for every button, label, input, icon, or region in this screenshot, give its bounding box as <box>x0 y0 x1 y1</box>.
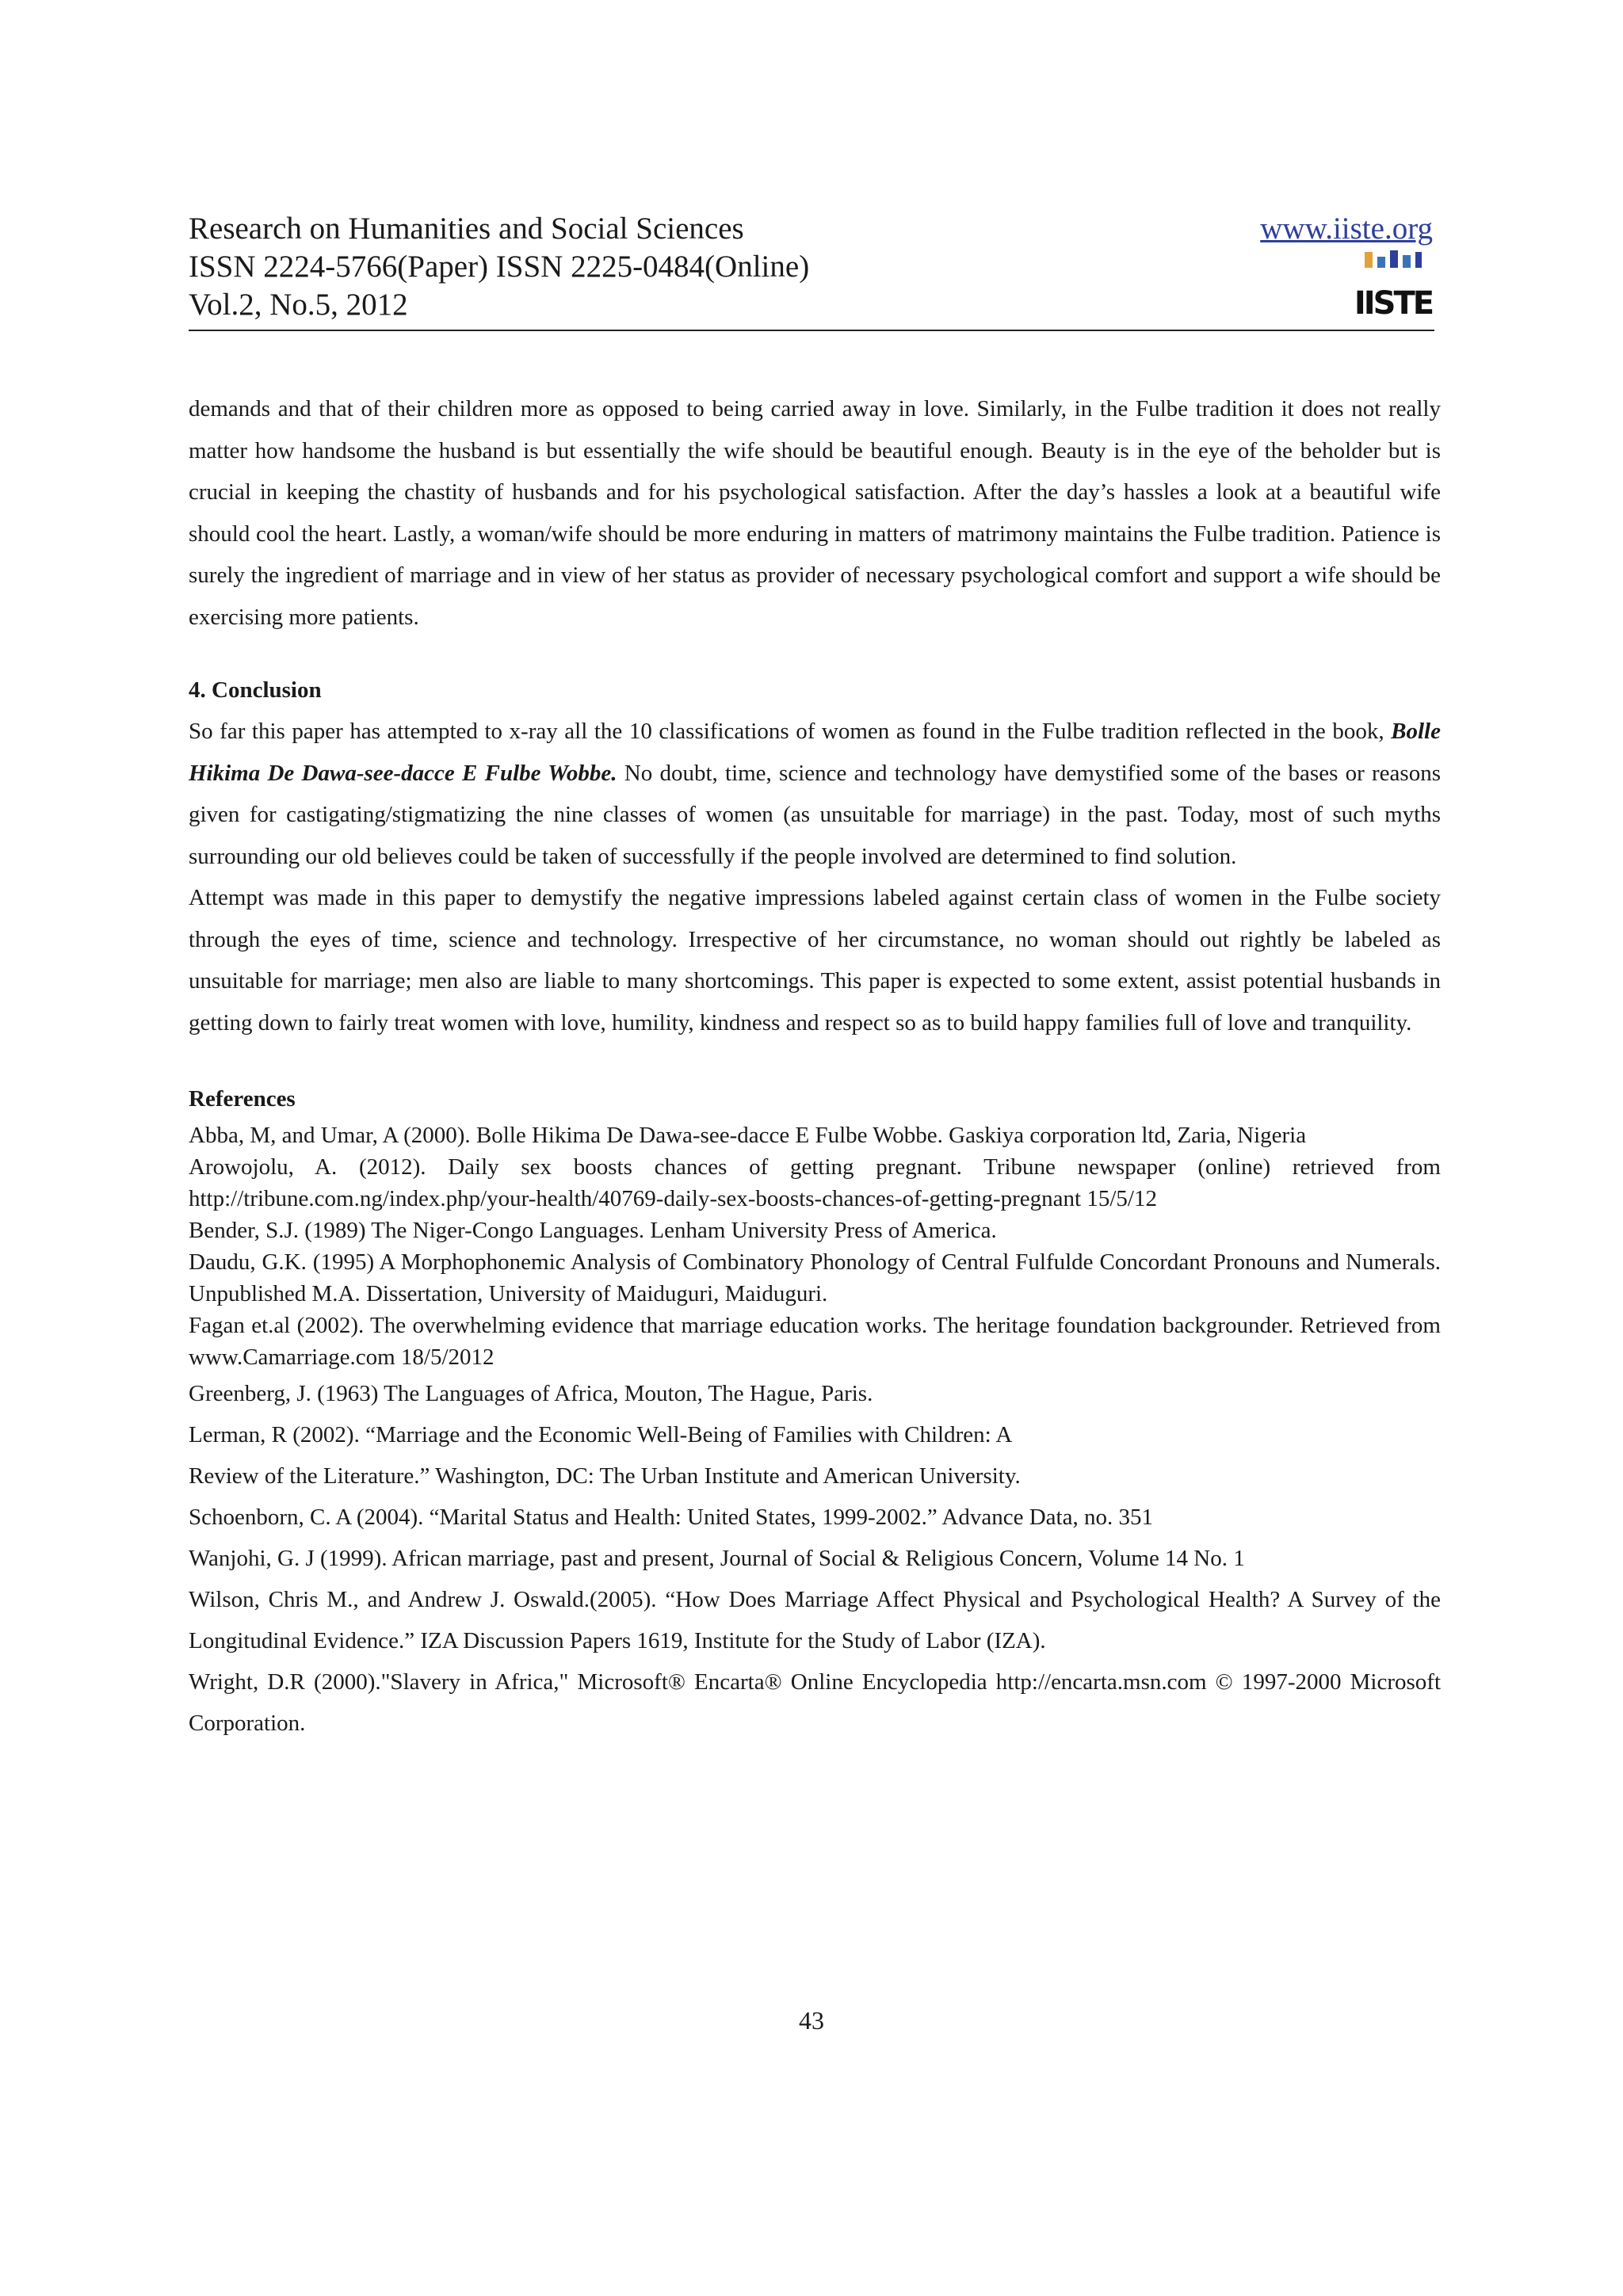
page-number: 43 <box>799 2006 824 2035</box>
reference-item: Wright, D.R (2000)."Slavery in Africa," Microsoft® Encarta® Online Encyclopedia http://encarta.msn.com © 1997-2000 Microsoft Corporation. <box>189 1669 1441 1736</box>
issn-line: ISSN 2224-5766(Paper) ISSN 2225-0484(Online) <box>189 250 810 284</box>
journal-title: Research on Humanities and Social Sciences <box>189 212 744 246</box>
reference-item: Daudu, G.K. (1995) A Morphophonemic Analysis of Combinatory Phonology of Central Fulfulde Concordant Pronouns and Numerals. Unpublished M.A. Dissertation, University of Maiduguri, Maiduguri. <box>189 1249 1441 1306</box>
references-list <box>189 1119 1441 1744</box>
journal-header <box>189 208 1434 331</box>
article-body <box>189 388 1441 1744</box>
reference-item: Abba, M, and Umar, A (2000). Bolle Hikima De Dawa-see-dacce E Fulbe Wobbe. Gaskiya corporation ltd, Zaria, Nigeria <box>189 1123 1307 1148</box>
reference-item: Lerman, R (2002). “Marriage and the Economic Well-Being of Families with Children: A <box>189 1422 1013 1447</box>
reference-item: Wanjohi, G. J (1999). African marriage, past and present, Journal of Social & Religious Concern, Volume 14 No. 1 <box>189 1546 1245 1571</box>
reference-item: Wilson, Chris M., and Andrew J. Oswald.(2005). “How Does Marriage Affect Physical and Psychological Health? A Survey of the Longitudinal Evidence.” IZA Discussion Papers 1619, Institute for the Study of Labor (IZA). <box>189 1587 1441 1653</box>
reference-item: Schoenborn, C. A (2004). “Marital Status and Health: United States, 1999-2002.” Advance Data, no. 351 <box>189 1505 1153 1530</box>
svg-text:IISTE: IISTE <box>1354 285 1433 322</box>
conclusion-p1-text-a: So far this paper has attempted to x-ray all the 10 classifications of women as found in the Fulbe tradition reflected in the book, <box>189 719 1392 744</box>
reference-item: Review of the Literature.” Washington, DC: The Urban Institute and American University. <box>189 1463 1021 1489</box>
intro-paragraph: demands and that of their children more as opposed to being carried away in love. Similarly, in the Fulbe tradition it does not really matter how handsome the husband is but essentially the wife should be beautiful enough. Beauty is in the eye of the beholder but is crucial in keeping the chastity of husbands and for his psychological satisfaction. After the day’s hassles a look at a beautiful wife should cool the heart. Lastly, a woman/wife should be more enduring in matters of matrimony maintains the Fulbe tradition. Patience is surely the ingredient of marriage and in view of her status as provider of necessary psychological comfort and support a wife should be exercising more patients. <box>189 396 1441 630</box>
reference-item: Fagan et.al (2002). The overwhelming evidence that marriage education works. The heritage foundation backgrounder. Retrieved from www.Camarriage.com 18/5/2012 <box>189 1313 1441 1370</box>
conclusion-paragraph-2: Attempt was made in this paper to demystify the negative impressions labeled against certain class of women in the Fulbe society through the eyes of time, science and technology. Irrespective of her circumstance, no woman should out rightly be labeled as unsuitable for marriage; men also are liable to many shortcomings. This paper is expected to some extent, assist potential husbands in getting down to fairly treat women with love, humility, kindness and respect so as to build happy families full of love and tranquility. <box>189 885 1441 1035</box>
reference-item: Arowojolu, A. (2012). Daily sex boosts chances of getting pregnant. Tribune newspaper (online) retrieved from http://tribune.com.ng/index.php/your-health/40769-daily-sex-boosts-chances-of-getting-pregnant 15/5/12 <box>189 1154 1441 1211</box>
reference-item: Bender, S.J. (1989) The Niger-Congo Languages. Lenham University Press of America. <box>189 1218 997 1243</box>
conclusion-p1-text-b: No doubt, time, science and technology have demystified some of the bases or reasons given for castigating/stigmatizing the nine classes of women (as unsuitable for marriage) in the past. Today, most of such myths surrounding our old believes could be taken of successfully if the people involved are determined to find solution. <box>189 760 1441 869</box>
references-heading: References <box>189 1086 296 1112</box>
volume-line: Vol.2, No.5, 2012 <box>189 288 408 322</box>
conclusion-heading: 4. Conclusion <box>189 677 322 703</box>
website-link[interactable]: www.iiste.org <box>1260 212 1433 246</box>
iiste-logo <box>1354 249 1433 322</box>
book-title: Bolle Hikima De Dawa-see-dacce E Fulbe Wobbe. <box>189 719 1441 786</box>
reference-item: Greenberg, J. (1963) The Languages of Africa, Mouton, The Hague, Paris. <box>189 1381 873 1406</box>
conclusion-paragraph-1 <box>189 711 1441 877</box>
